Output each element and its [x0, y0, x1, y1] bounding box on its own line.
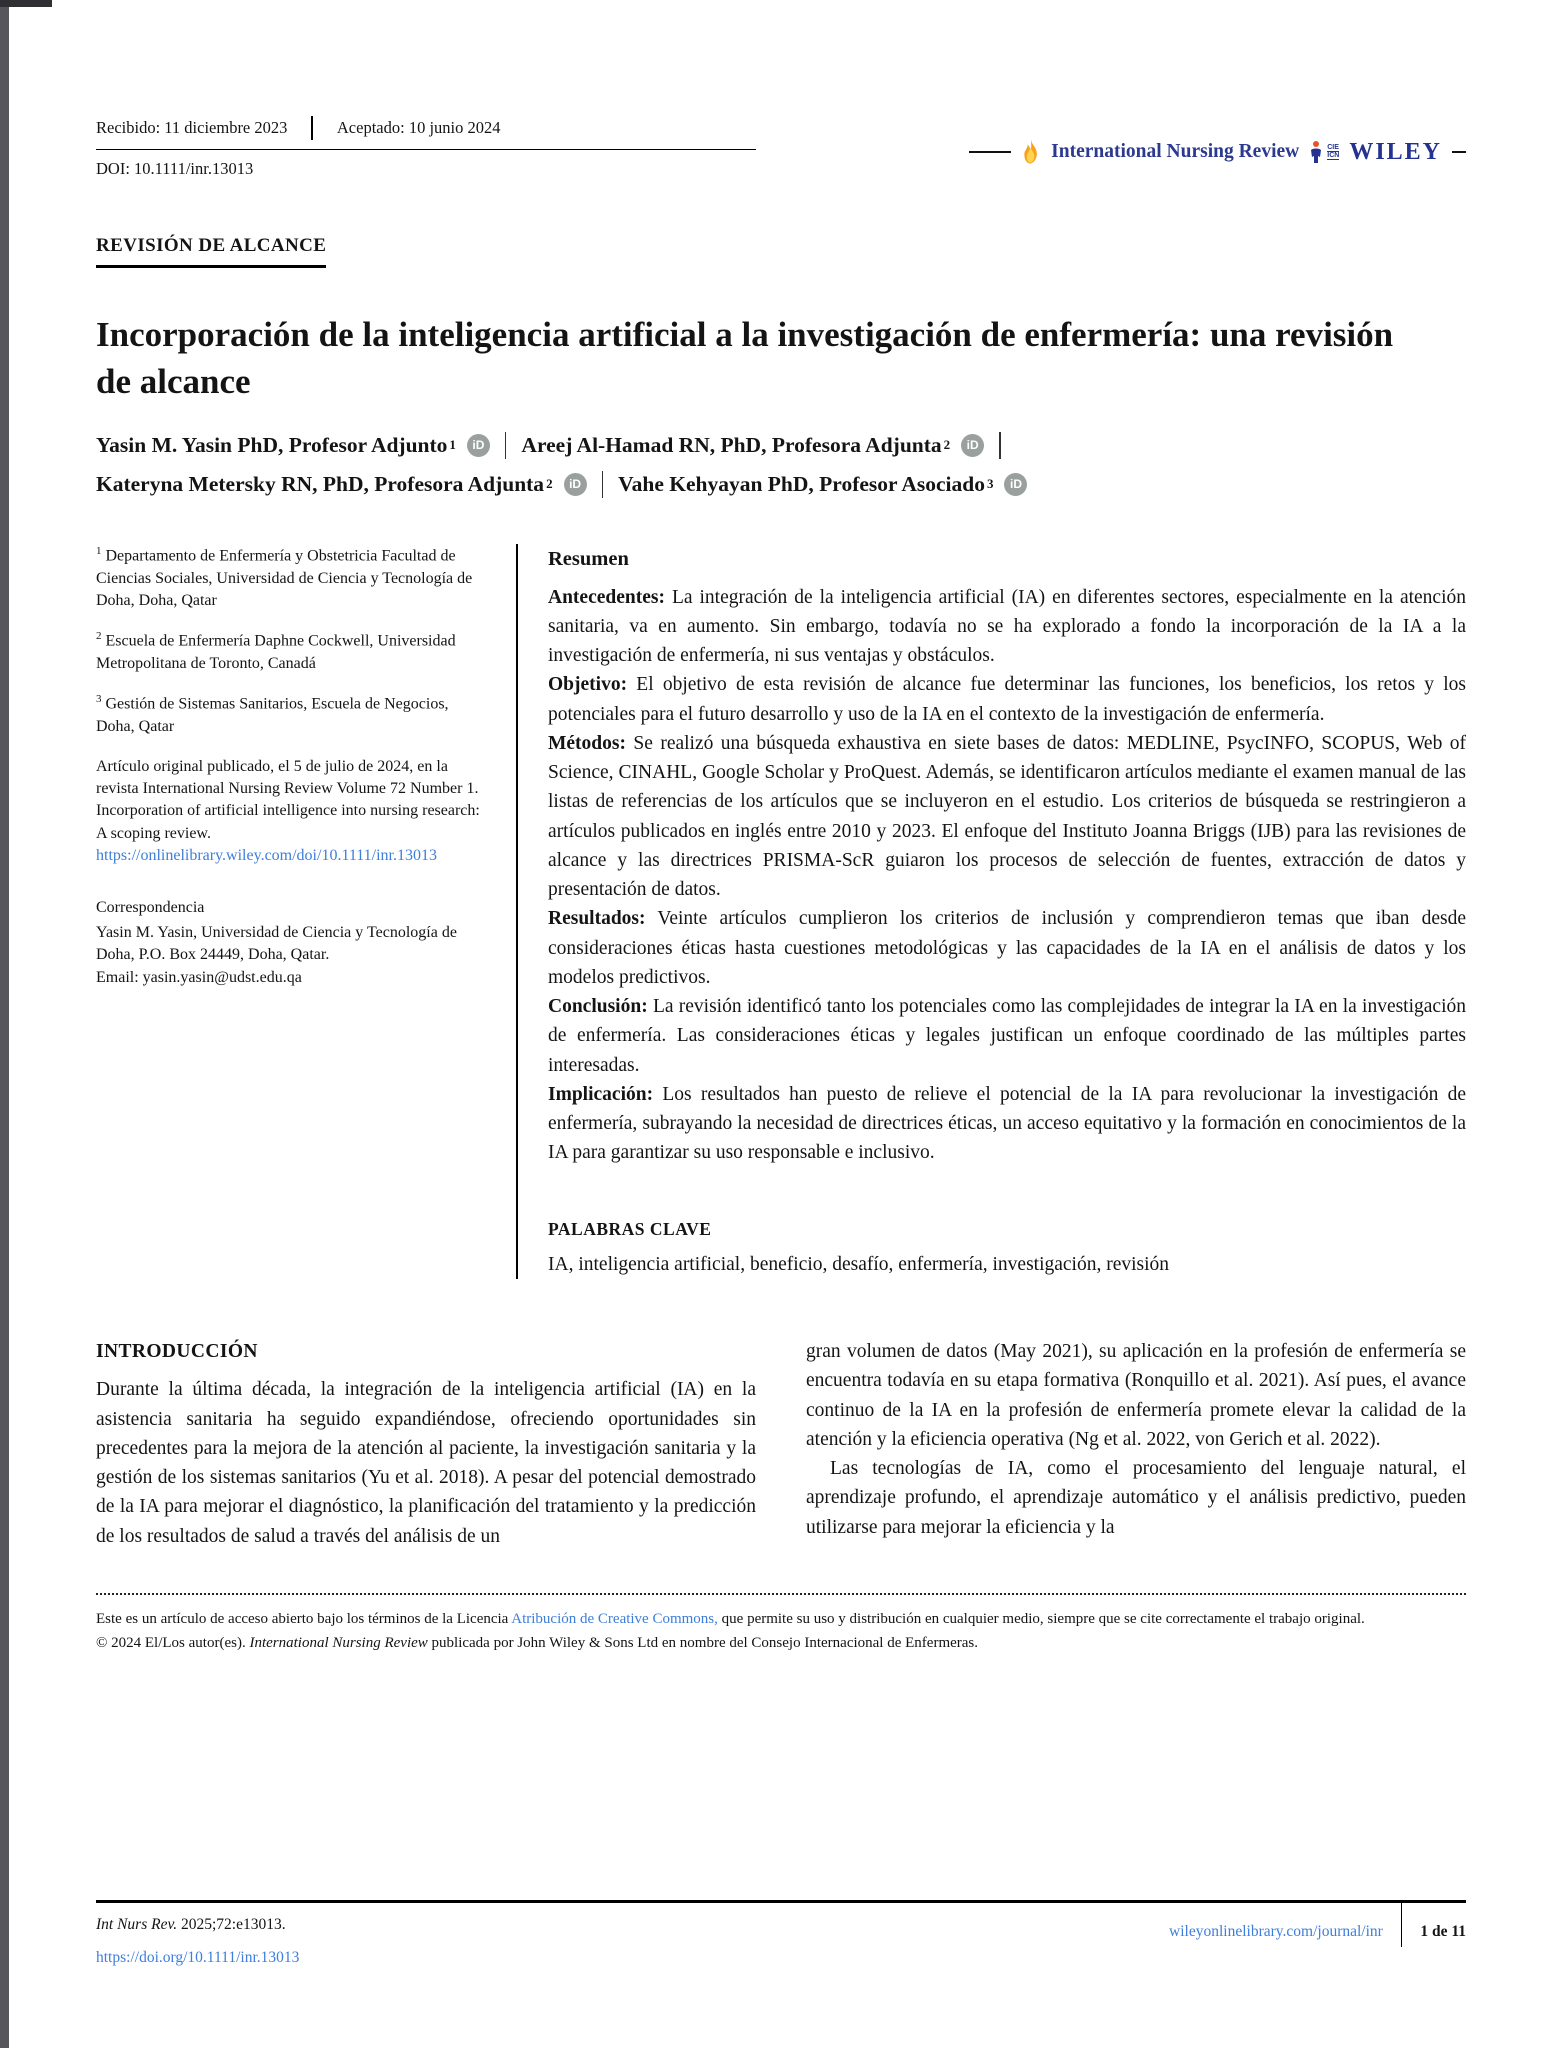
affil-text: Gestión de Sistemas Sanitarios, Escuela de Negocios, Doha, Qatar: [96, 695, 449, 736]
creative-commons-link[interactable]: Atribución de Creative Commons,: [511, 1610, 718, 1627]
author-separator: [999, 432, 1001, 459]
icn-label-bottom: ICN: [1327, 152, 1340, 159]
icn-logo: [1309, 140, 1339, 164]
journal-title: International Nursing Review: [1051, 141, 1300, 162]
header-meta: [96, 116, 756, 179]
affiliation-2: [96, 629, 490, 675]
author: [521, 433, 984, 458]
accepted-date: Aceptado: 10 junio 2024: [336, 118, 501, 137]
affil-sup: 1: [96, 544, 102, 557]
author-separator: [505, 432, 507, 459]
author-name: Yasin M. Yasin PhD, Profesor Adjunto: [96, 432, 448, 457]
section-text: Los resultados han puesto de relieve el potencial de la IA para revolucionar la investigación de enfermería, subrayando la necesidad de directrices éticas, un acceso equitativo y la formación en conocimientos de la IA para garantizar su uso responsable e inclusivo.: [548, 1083, 1466, 1164]
author-name: Vahe Kehyayan PhD, Profesor Asociado: [618, 471, 985, 496]
author-affil-sup: 2: [546, 476, 553, 492]
intro-paragraph: gran volumen de datos (May 2021), su aplicación en la profesión de enfermería se encuentra todavía en su etapa formativa (Ronquillo et al. 2021). Así pues, el avance continuo de la IA en la profesión de enfermería promete elevar la calidad de la atención y la eficiencia operativa (Ng et al. 2022, von Gerich et al. 2022).: [806, 1341, 1466, 1450]
section-label: Métodos:: [548, 732, 626, 754]
section-label: Implicación:: [548, 1083, 654, 1105]
intro-column-left: [96, 1337, 756, 1551]
license-text: Este es un artículo de acceso abierto bajo los términos de la Licencia: [96, 1610, 512, 1627]
citation: [96, 1916, 299, 1967]
intro-paragraph: Las tecnologías de IA, como el procesamiento del lenguaje natural, el aprendizaje profundo, el aprendizaje automático y el análisis predictivo, pueden utilizarse para mejorar la eficiencia y la: [806, 1458, 1466, 1538]
dates-row: [96, 116, 756, 150]
original-article-link[interactable]: https://onlinelibrary.wiley.com/doi/10.1111/inr.13013: [96, 847, 437, 865]
abstract-implication: [548, 1080, 1466, 1168]
doi-link[interactable]: https://doi.org/10.1111/inr.13013: [96, 1949, 300, 1966]
citation-journal: Int Nurs Rev.: [96, 1916, 178, 1933]
article-info-sidebar: [96, 544, 490, 1279]
journal-brand: [969, 138, 1466, 166]
section-label: Objetivo:: [548, 674, 628, 696]
author-affil-sup: 1: [449, 437, 456, 453]
section-text: El objetivo de esta revisión de alcance fue determinar las funciones, los beneficios, los retos y los potenciales para el futuro desarrollo y uso de la IA en el contexto de la investigación de enfermería.: [548, 674, 1466, 725]
section-text: Se realizó una búsqueda exhaustiva en siete bases de datos: MEDLINE, PsycINFO, SCOPUS, Web of Science, CINAHL, Google Scholar y ProQuest. Además, se identificaron artículos mediante el examen manual de las listas de referencias de los artículos que se incluyeron en el estudio. Los criterios de búsqueda se restringieron a artículos publicados en inglés entre 2010 y 2023. El enfoque del Instituto Joanna Briggs (IJB) para las revisiones de alcance y las directrices PRISMA-ScR guiaron los procesos de selección de fuentes, extracción de datos y presentación de datos.: [548, 732, 1466, 901]
affil-text: Escuela de Enfermería Daphne Cockwell, Universidad Metropolitana de Toronto, Canadá: [96, 632, 456, 672]
abstract-methods: [548, 729, 1466, 905]
footer-divider: [1401, 1903, 1403, 1947]
doi-text: DOI: 10.1111/inr.13013: [96, 159, 254, 178]
correspondence-email: Email: yasin.yasin@udst.edu.qa: [96, 968, 302, 986]
orcid-icon[interactable]: iD: [961, 434, 984, 457]
author-affil-sup: 2: [943, 437, 951, 453]
abstract-background: [548, 583, 1466, 671]
orcid-icon[interactable]: iD: [1004, 473, 1027, 496]
intro-column-right: [806, 1337, 1466, 1551]
author-name: Kateryna Metersky RN, PhD, Profesora Adjunta: [96, 471, 545, 496]
author-affil-sup: 3: [986, 476, 994, 492]
section-text: La integración de la inteligencia artificial (IA) en diferentes sectores, especialmente en la atención sanitaria, va en aumento. Sin embargo, todavía no se ha explorado a fondo la incorporación de la IA a la investigación de enfermería, ni sus ventajas y obstáculos.: [548, 586, 1466, 667]
copyright-text: © 2024 El/Los autor(es).: [96, 1634, 250, 1651]
wiley-logo: WILEY: [1349, 138, 1442, 165]
author-separator: [602, 471, 604, 498]
date-divider: [311, 116, 313, 140]
copyright-statement: [96, 1631, 1466, 1655]
original-article-note: Artículo original publicado, el 5 de julio de 2024, en la revista International Nursing Review Volume 72 Number 1. Incorporation of artificial intelligence into nursing research: A scoping review.: [96, 757, 480, 842]
abstract-results: [548, 904, 1466, 992]
author-list: [96, 432, 1436, 498]
introduction-section: [96, 1337, 1466, 1551]
article-title: Incorporación de la inteligencia artificial a la investigación de enfermería: una revisión de alcance: [96, 315, 1394, 401]
wiley-online-library-link[interactable]: wileyonlinelibrary.com/journal/inr: [1169, 1922, 1383, 1940]
section-label: Conclusión:: [548, 996, 648, 1018]
page-header: [96, 116, 1466, 179]
section-label: Resultados:: [548, 908, 646, 930]
affiliation-1: [96, 544, 490, 613]
affiliation-3: [96, 692, 490, 738]
citation-detail: 2025;72:e13013.: [177, 1916, 286, 1933]
orcid-icon[interactable]: iD: [564, 473, 587, 496]
flame-icon: [1021, 138, 1041, 166]
icn-person-icon: [1309, 140, 1323, 164]
article-category: REVISIÓN DE ALCANCE: [96, 235, 326, 268]
orcid-icon[interactable]: iD: [467, 434, 490, 457]
affil-sup: 3: [96, 693, 102, 706]
section-text: La revisión identificó tanto los potenciales como las complejidades de integrar la IA en la investigación de enfermería. Las consideraciones éticas y legales justifican un enfoque coordinado de las múltiples partes interesadas.: [548, 996, 1466, 1076]
author-name: Areej Al-Hamad RN, PhD, Profesora Adjunta: [521, 432, 942, 457]
correspondence-heading: Correspondencia: [96, 899, 205, 917]
received-date: Recibido: 11 diciembre 2023: [96, 118, 288, 137]
icn-wordmark: [1327, 144, 1339, 160]
page-footer: [96, 1900, 1466, 1967]
intro-paragraph: Durante la última década, la integración de la inteligencia artificial (IA) en la asistencia sanitaria ha seguido expandiéndose, ofreciendo oportunidades sin precedentes para la mejora de la atención al paciente, la investigación sanitaria y la gestión de los sistemas sanitarios (Yu et al. 2018). A pesar del potencial demostrado de la IA para mejorar el diagnóstico, la planificación del tratamiento y la predicción de los resultados de salud a través del análisis de un: [96, 1379, 756, 1547]
icn-label-top: CIE: [1327, 144, 1339, 151]
affil-sup: 2: [96, 630, 102, 643]
section-text: Veinte artículos cumplieron los criterios de inclusión y comprendieron temas que iban desde consideraciones éticas hasta cuestiones metodológicas y las capacidades de la IA en el análisis de datos y los modelos predictivos.: [548, 908, 1466, 988]
scan-edge-artifact: [0, 0, 9, 2048]
correspondence-address: Yasin M. Yasin, Universidad de Ciencia y Tecnología de Doha, P.O. Box 24449, Doha, Qatar.: [96, 923, 457, 964]
abstract-conclusion: [548, 992, 1466, 1080]
brand-rule-right: [1452, 151, 1466, 153]
page-number: 1 de 11: [1420, 1922, 1466, 1940]
copyright-text: publicada por John Wiley & Sons Ltd en nombre del Consejo Internacional de Enfermeras.: [427, 1634, 979, 1651]
section-label: Antecedentes:: [548, 586, 665, 608]
keywords-list: IA, inteligencia artificial, beneficio, desafío, enfermería, investigación, revisión: [548, 1253, 1170, 1275]
keywords-heading: PALABRAS CLAVE: [548, 1218, 712, 1239]
abstract-panel: [516, 544, 1466, 1279]
affil-text: Departamento de Enfermería y Obstetricia Facultad de Ciencias Sociales, Universidad de Ciencia y Tecnología de Doha, Doha, Qatar: [96, 547, 473, 609]
license-statement: [96, 1607, 1466, 1631]
scan-corner-artifact: [0, 0, 52, 7]
license-text: que permite su uso y distribución en cualquier medio, siempre que se cite correctamente el trabajo original.: [717, 1610, 1365, 1627]
author: [96, 433, 490, 458]
intro-heading: INTRODUCCIÓN: [96, 1341, 258, 1363]
journal-name-italic: International Nursing Review: [249, 1634, 428, 1651]
license-block: [96, 1593, 1466, 1655]
abstract-objective: [548, 670, 1466, 729]
author: [96, 472, 587, 497]
author: [618, 472, 1027, 497]
brand-rule-left: [969, 151, 1011, 153]
abstract-heading: Resumen: [548, 547, 629, 570]
